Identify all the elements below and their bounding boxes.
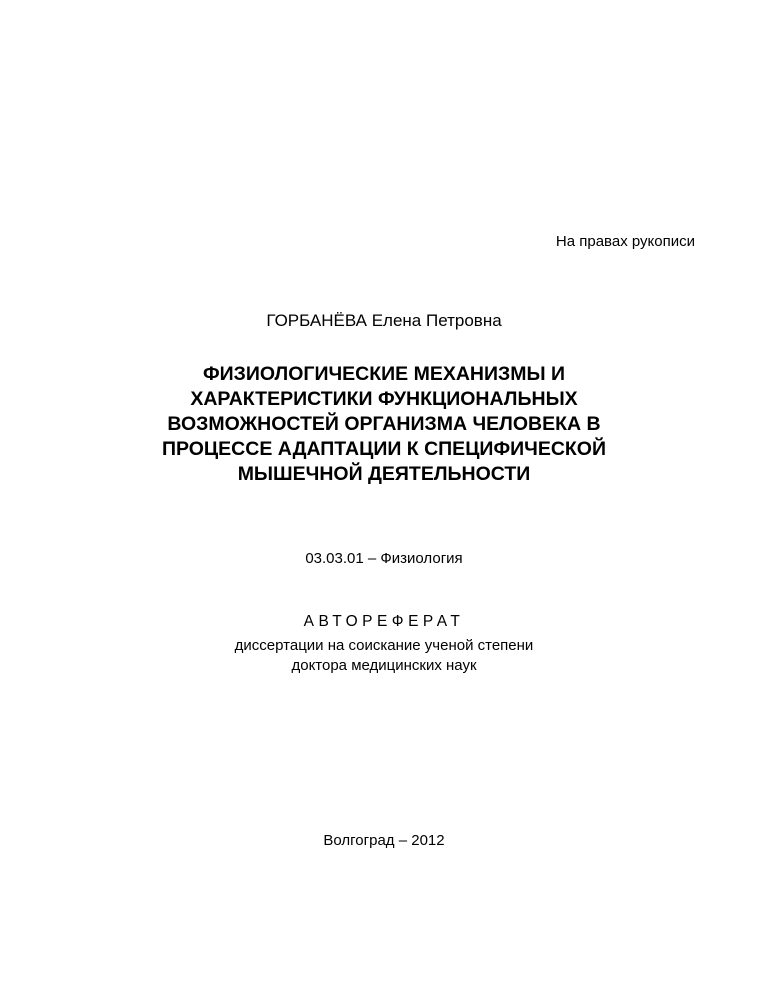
title-line: ХАРАКТЕРИСТИКИ ФУНКЦИОНАЛЬНЫХ xyxy=(190,388,578,410)
purpose-line: доктора медицинских наук xyxy=(291,657,477,674)
dissertation-title xyxy=(0,362,768,487)
document-type: АВТОРЕФЕРАТ xyxy=(303,613,465,630)
specialty-code: 03.03.01 – Физиология xyxy=(305,550,463,567)
city-year: Волгоград – 2012 xyxy=(323,832,445,849)
title-line: МЫШЕЧНОЙ ДЕЯТЕЛЬНОСТИ xyxy=(237,463,531,485)
title-line: ФИЗИОЛОГИЧЕСКИЕ МЕХАНИЗМЫ И xyxy=(202,363,566,385)
manuscript-note: На правах рукописи xyxy=(555,233,695,250)
author-name: ГОРБАНЁВА Елена Петровна xyxy=(266,311,502,330)
title-line: ПРОЦЕССЕ АДАПТАЦИИ К СПЕЦИФИЧЕСКОЙ xyxy=(162,438,606,460)
purpose-line: диссертации на соискание ученой степени xyxy=(234,637,534,654)
title-line: ВОЗМОЖНОСТЕЙ ОРГАНИЗМА ЧЕЛОВЕКА В xyxy=(167,413,601,435)
degree-purpose xyxy=(0,636,768,676)
